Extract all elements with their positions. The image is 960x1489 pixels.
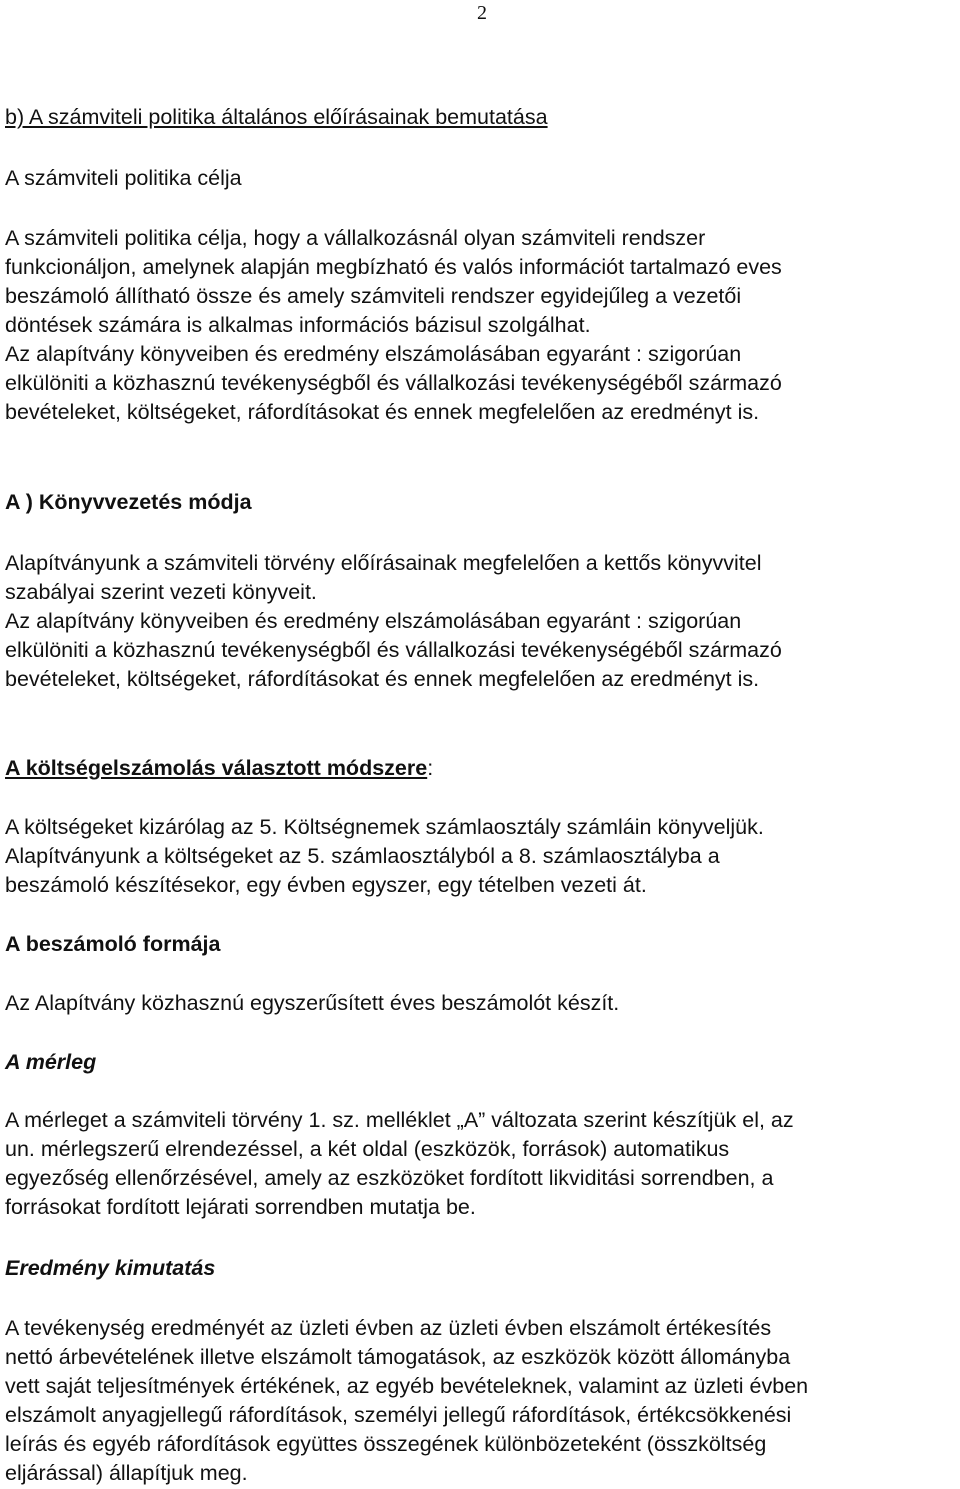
konyvvezetes-heading: A ) Könyvvezetés módja <box>5 490 252 514</box>
politika-celja-heading: A számviteli politika célja <box>5 166 242 190</box>
konyvvezetes-paragraph <box>5 549 955 607</box>
text-line: döntések számára is alkalmas információs bázisul szolgálhat. <box>5 313 591 337</box>
text-line: elszámolt anyagjellegű ráfordítások, személyi jellegű ráfordítások, értékcsökkenési <box>5 1403 792 1427</box>
elkulonites-paragraph-1 <box>5 340 955 427</box>
eredmeny-heading: Eredmény kimutatás <box>5 1256 216 1280</box>
text-line: funkcionáljon, amelynek alapján megbízható és valós információt tartalmazó eves <box>5 255 782 279</box>
text-line: A mérleget a számviteli törvény 1. sz. melléklet „A” változata szerint készítjük el, az <box>5 1108 794 1132</box>
text-line: vett saját teljesítmények értékének, az egyéb bevételeknek, valamint az üzleti évben <box>5 1374 809 1398</box>
text-line: Alapítványunk a számviteli törvény előírásainak megfelelően a kettős könyvvitel <box>5 551 762 575</box>
text-line: un. mérlegszerű elrendezéssel, a két oldal (eszközök, források) automatikus <box>5 1137 730 1161</box>
text-line: elkülöniti a közhasznú tevékenységből és vállalkozási tevékenységéből származó <box>5 371 782 395</box>
koltseg-heading <box>5 754 955 783</box>
section-b-heading: b) A számviteli politika általános előírásainak bemutatása <box>5 105 548 129</box>
text-line: leírás és egyéb ráfordítások együttes összegének különbözeteként (összköltség <box>5 1432 767 1456</box>
text-line: beszámoló állítható össze és amely számviteli rendszer egyidejűleg a vezetői <box>5 284 742 308</box>
beszamolo-paragraph: Az Alapítvány közhasznú egyszerűsített éves beszámolót készít. <box>5 991 620 1015</box>
text-line: A számviteli politika célja, hogy a vállalkozásnál olyan számviteli rendszer <box>5 226 706 250</box>
text-line: forrásokat fordított lejárati sorrendben mutatja be. <box>5 1195 476 1219</box>
text-line: egyezőség ellenőrzésével, amely az eszközöket fordított likviditási sorrendben, a <box>5 1166 774 1190</box>
text-line: eljárással) állapítjuk meg. <box>5 1461 248 1485</box>
text-line: Az alapítvány könyveiben és eredmény elszámolásában egyaránt : szigorúan <box>5 609 742 633</box>
merleg-heading: A mérleg <box>5 1050 97 1074</box>
text-line: bevételeket, költségeket, ráfordításokat és ennek megfelelően az eredményt is. <box>5 667 760 691</box>
text-line: beszámoló készítésekor, egy évben egyszer, egy tételben vezeti át. <box>5 873 647 897</box>
politika-celja-paragraph <box>5 224 955 340</box>
eredmeny-paragraph <box>5 1314 955 1488</box>
koltseg-heading-colon: : <box>427 756 434 780</box>
text-line: A költségeket kizárólag az 5. Költségnemek számlaosztály számláin könyveljük. <box>5 815 764 839</box>
text-line: bevételeket, költségeket, ráfordításokat és ennek megfelelően az eredményt is. <box>5 400 760 424</box>
elkulonites-paragraph-2 <box>5 607 955 694</box>
koltseg-heading-text: A költségelszámolás választott módszere <box>5 756 428 780</box>
text-line: nettó árbevételének illetve elszámolt támogatások, az eszközök között állományba <box>5 1345 791 1369</box>
text-line: elkülöniti a közhasznú tevékenységből és vállalkozási tevékenységéből származó <box>5 638 782 662</box>
beszamolo-heading: A beszámoló formája <box>5 932 221 956</box>
text-line: Alapítványunk a költségeket az 5. számlaosztályból a 8. számlaosztályba a <box>5 844 720 868</box>
text-line: szabályai szerint vezeti könyveit. <box>5 580 317 604</box>
page-number: 2 <box>477 2 487 24</box>
koltseg-paragraph <box>5 813 955 900</box>
text-line: A tevékenység eredményét az üzleti évben az üzleti évben elszámolt értékesítés <box>5 1316 772 1340</box>
text-line: Az alapítvány könyveiben és eredmény elszámolásában egyaránt : szigorúan <box>5 342 742 366</box>
merleg-paragraph <box>5 1106 955 1222</box>
